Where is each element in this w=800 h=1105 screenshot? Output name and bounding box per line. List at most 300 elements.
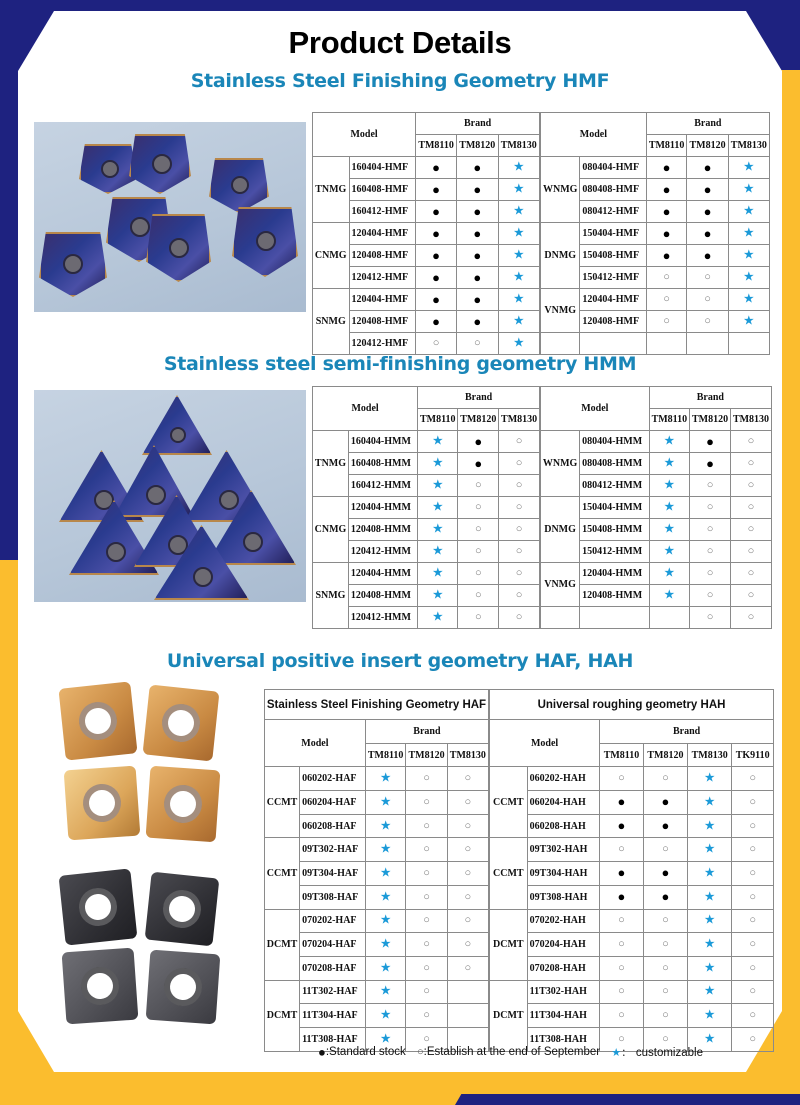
availability-cell [498, 245, 540, 267]
customizable-star-icon: ★ [704, 866, 715, 879]
hmf-table-right [540, 112, 770, 355]
availability-cell [406, 814, 447, 838]
customizable-star-icon: ★ [513, 161, 524, 173]
availability-cell [649, 585, 689, 607]
customizable-star-icon: ★ [704, 1032, 715, 1045]
availability-cell [732, 909, 774, 933]
establish-open-circle-icon: ○ [662, 985, 669, 998]
availability-cell [649, 497, 689, 519]
availability-cell [600, 838, 644, 862]
availability-cell [688, 909, 732, 933]
table-row [313, 289, 540, 311]
table-row [313, 497, 540, 519]
standard-stock-dot-icon: ● [617, 889, 626, 905]
blue-coated-trigon-inserts-photo [34, 122, 306, 312]
establish-open-circle-icon: ○ [423, 938, 430, 951]
availability-cell [406, 980, 447, 1004]
availability-cell [498, 311, 540, 333]
customizable-star-icon: ★ [664, 589, 675, 601]
model-code: 09T304-HAF [300, 862, 366, 886]
table-row [490, 814, 774, 838]
establish-open-circle-icon: ○ [706, 611, 714, 623]
customizable-star-icon: ★ [380, 985, 391, 998]
customizable-star-icon: ★ [664, 457, 675, 469]
insert-family: VNMG [541, 563, 580, 607]
establish-open-circle-icon: ○ [706, 523, 714, 535]
brand-col: TM8130 [688, 743, 732, 767]
model-code: 150412-HMF [580, 267, 646, 289]
model-code: 080408-HMM [580, 453, 650, 475]
availability-cell [458, 563, 499, 585]
brand-col: TM8110 [600, 743, 644, 767]
model-code: 080408-HMF [580, 179, 646, 201]
insert-family: TNMG [313, 157, 350, 223]
insert-family: DNMG [541, 223, 580, 289]
table-row [265, 980, 489, 1004]
customizable-star-icon: ★ [432, 545, 443, 557]
insert-family: CNMG [313, 497, 349, 563]
availability-cell [447, 1004, 488, 1028]
table-row [490, 933, 774, 957]
model-header: Model [490, 720, 600, 767]
customizable-star-icon: ★ [380, 961, 391, 974]
availability-cell [690, 519, 731, 541]
insert-family: TNMG [313, 431, 349, 497]
availability-cell [649, 475, 689, 497]
model-code: 120404-HMF [349, 223, 416, 245]
customizable-star-icon: ★ [380, 890, 391, 903]
availability-cell [688, 885, 732, 909]
standard-stock-dot-icon: ● [318, 1044, 326, 1060]
availability-cell [690, 563, 731, 585]
model-code: 120412-HMF [349, 333, 416, 355]
customizable-star-icon: ★ [380, 1009, 391, 1022]
establish-open-circle-icon: ○ [749, 843, 756, 856]
brand-col: TM8120 [690, 409, 731, 431]
availability-cell [687, 289, 728, 311]
availability-cell [457, 223, 498, 245]
availability-cell [457, 267, 498, 289]
table-row [490, 909, 774, 933]
brand-header: Brand [600, 720, 774, 744]
table-row [490, 885, 774, 909]
establish-open-circle-icon: ○ [618, 772, 625, 785]
availability-cell [688, 956, 732, 980]
availability-cell [600, 767, 644, 791]
standard-stock-dot-icon: ● [432, 203, 441, 219]
model-code [580, 333, 646, 355]
establish-open-circle-icon: ○ [474, 479, 482, 491]
availability-cell [365, 909, 406, 933]
availability-cell [643, 1004, 687, 1028]
establish-open-circle-icon: ○ [423, 961, 430, 974]
model-code: 080404-HMM [580, 431, 650, 453]
table-row [313, 223, 540, 245]
model-code: 150408-HMM [580, 519, 650, 541]
brand-header: Brand [365, 720, 488, 744]
availability-cell [649, 607, 689, 629]
availability-cell [447, 980, 488, 1004]
availability-cell [646, 333, 687, 355]
standard-stock-dot-icon: ● [706, 433, 714, 449]
availability-cell [646, 201, 687, 223]
establish-open-circle-icon: ○ [423, 914, 430, 927]
establish-open-circle-icon: ○ [618, 843, 625, 856]
table-row [541, 333, 770, 355]
customizable-star-icon: ★ [380, 914, 391, 927]
standard-stock-dot-icon: ● [617, 794, 626, 810]
establish-open-circle-icon: ○ [423, 843, 430, 856]
model-code: 160408-HMM [348, 453, 417, 475]
brand-col: TM8110 [416, 135, 457, 157]
availability-cell [447, 862, 488, 886]
availability-cell [649, 541, 689, 563]
establish-open-circle-icon: ○ [662, 938, 669, 951]
model-code: 120404-HMF [349, 289, 416, 311]
brand-col: TM8120 [687, 135, 728, 157]
availability-cell [732, 814, 774, 838]
insert-family: WNMG [541, 157, 580, 223]
availability-cell [690, 607, 731, 629]
availability-cell [690, 475, 731, 497]
brand-col: TM8130 [731, 409, 772, 431]
customizable-star-icon: ★ [704, 795, 715, 808]
standard-stock-dot-icon: ● [432, 313, 441, 329]
standard-stock-dot-icon: ● [473, 225, 482, 241]
availability-cell [690, 497, 731, 519]
establish-open-circle-icon: ○ [515, 545, 523, 557]
establish-open-circle-icon: ○ [749, 1032, 756, 1045]
availability-cell [457, 333, 498, 355]
availability-cell [687, 179, 728, 201]
availability-cell [365, 956, 406, 980]
availability-cell [458, 541, 499, 563]
establish-open-circle-icon: ○ [515, 457, 523, 469]
customizable-star-icon: ★ [664, 479, 675, 491]
availability-cell [406, 791, 447, 815]
availability-cell [690, 541, 731, 563]
availability-cell [416, 267, 457, 289]
availability-cell [365, 814, 406, 838]
availability-cell [457, 245, 498, 267]
availability-cell [649, 563, 689, 585]
availability-cell [499, 475, 540, 497]
establish-open-circle-icon: ○ [423, 985, 430, 998]
establish-open-circle-icon: ○ [515, 567, 523, 579]
legend-standard-stock: :Standard stock [325, 1046, 406, 1058]
insert-family [541, 333, 580, 355]
establish-open-circle-icon: ○ [474, 611, 482, 623]
table-row [490, 862, 774, 886]
establish-open-circle-icon: ○ [515, 611, 523, 623]
establish-open-circle-icon: ○ [662, 914, 669, 927]
customizable-star-icon: ★ [513, 205, 524, 217]
standard-stock-dot-icon: ● [703, 247, 712, 263]
standard-stock-dot-icon: ● [662, 225, 671, 241]
model-code: 11T304-HAH [527, 1004, 600, 1028]
availability-cell [447, 814, 488, 838]
availability-cell [600, 956, 644, 980]
customizable-star-icon: ★ [704, 961, 715, 974]
establish-open-circle-icon: ○ [749, 866, 756, 879]
customizable-star-icon: ★ [611, 1046, 622, 1059]
availability-cell [457, 157, 498, 179]
availability-cell [643, 956, 687, 980]
model-code: 080412-HMM [580, 475, 650, 497]
model-code: 070204-HAF [300, 933, 366, 957]
standard-stock-dot-icon: ● [617, 818, 626, 834]
availability-cell [687, 223, 728, 245]
establish-open-circle-icon: ○ [706, 479, 714, 491]
availability-cell [365, 1004, 406, 1028]
model-code: 120408-HMM [580, 585, 650, 607]
customizable-star-icon: ★ [664, 501, 675, 513]
model-code: 120404-HMM [348, 497, 417, 519]
standard-stock-dot-icon: ● [473, 247, 482, 263]
availability-cell [687, 201, 728, 223]
establish-open-circle-icon: ○ [749, 985, 756, 998]
availability-cell [458, 453, 499, 475]
model-header: Model [265, 720, 366, 767]
availability-cell [731, 563, 772, 585]
establish-open-circle-icon: ○ [663, 315, 670, 327]
standard-stock-dot-icon: ● [473, 159, 482, 175]
standard-stock-dot-icon: ● [662, 181, 671, 197]
availability-cell [447, 909, 488, 933]
establish-open-circle-icon: ○ [423, 866, 430, 879]
establish-open-circle-icon: ○ [662, 772, 669, 785]
legend-customizable: ： customizable [621, 1047, 703, 1059]
establish-open-circle-icon: ○ [749, 914, 756, 927]
hmm-table-left [312, 386, 540, 629]
establish-open-circle-icon: ○ [749, 1009, 756, 1022]
standard-stock-dot-icon: ● [661, 865, 670, 881]
availability-cell [365, 767, 406, 791]
model-code: 060202-HAH [527, 767, 600, 791]
standard-stock-dot-icon: ● [706, 455, 714, 471]
brand-col: TM8120 [458, 409, 499, 431]
customizable-star-icon: ★ [704, 772, 715, 785]
model-code: 120408-HMM [348, 519, 417, 541]
insert-family: VNMG [541, 289, 580, 333]
customizable-star-icon: ★ [704, 985, 715, 998]
availability-cell [731, 431, 772, 453]
customizable-star-icon: ★ [743, 205, 754, 217]
haf-table [264, 689, 489, 1052]
establish-open-circle-icon: ○ [474, 523, 482, 535]
customizable-star-icon: ★ [513, 249, 524, 261]
availability-cell [418, 453, 458, 475]
availability-cell [646, 267, 687, 289]
customizable-star-icon: ★ [432, 611, 443, 623]
availability-cell [643, 814, 687, 838]
availability-cell [643, 862, 687, 886]
brand-col: TM8120 [406, 743, 447, 767]
model-code: 060204-HAH [527, 791, 600, 815]
availability-cell [688, 838, 732, 862]
brand-col: TM8130 [498, 135, 540, 157]
availability-cell [447, 885, 488, 909]
customizable-star-icon: ★ [380, 866, 391, 879]
availability-cell [731, 585, 772, 607]
model-code: 150408-HMF [580, 245, 646, 267]
table-row [541, 497, 772, 519]
establish-open-circle-icon: ○ [423, 772, 430, 785]
availability-cell [731, 453, 772, 475]
availability-cell [732, 838, 774, 862]
establish-open-circle-icon: ○ [464, 938, 472, 951]
model-code: 09T308-HAF [300, 885, 366, 909]
availability-cell [643, 767, 687, 791]
availability-cell [406, 956, 447, 980]
availability-cell [646, 245, 687, 267]
customizable-star-icon: ★ [704, 938, 715, 951]
section-title-hmm: Stainless steel semi-finishing geometry HMM [163, 353, 637, 375]
customizable-star-icon: ★ [743, 293, 754, 305]
establish-open-circle-icon: ○ [515, 479, 523, 491]
availability-cell [499, 519, 540, 541]
availability-cell [416, 333, 457, 355]
standard-stock-dot-icon: ● [703, 225, 712, 241]
availability-cell [499, 497, 540, 519]
customizable-star-icon: ★ [432, 457, 443, 469]
model-code: 120404-HMM [580, 563, 650, 585]
availability-cell [447, 933, 488, 957]
establish-open-circle-icon: ○ [464, 819, 472, 832]
availability-cell [418, 607, 458, 629]
brand-header: Brand [418, 387, 540, 409]
availability-cell [498, 179, 540, 201]
insert-family: CCMT [265, 767, 300, 838]
availability-cell [416, 179, 457, 201]
hmf-table-left [312, 112, 540, 355]
availability-cell [649, 519, 689, 541]
availability-cell [418, 541, 458, 563]
table-caption: Stainless Steel Finishing Geometry HAF [265, 690, 489, 720]
establish-open-circle-icon: ○ [706, 567, 714, 579]
customizable-star-icon: ★ [664, 523, 675, 535]
model-code: 070208-HAF [300, 956, 366, 980]
customizable-star-icon: ★ [380, 843, 391, 856]
model-code: 160404-HMM [348, 431, 417, 453]
customizable-star-icon: ★ [513, 337, 524, 349]
brand-col: TM8110 [365, 743, 406, 767]
standard-stock-dot-icon: ● [432, 225, 441, 241]
model-code: 120408-HMF [580, 311, 646, 333]
insert-family [541, 607, 580, 629]
availability-cell [731, 607, 772, 629]
availability-cell [498, 223, 540, 245]
availability-cell [418, 431, 458, 453]
standard-stock-dot-icon: ● [703, 181, 712, 197]
customizable-star-icon: ★ [704, 914, 715, 927]
model-code: 11T302-HAF [300, 980, 366, 1004]
availability-cell [732, 1004, 774, 1028]
availability-cell [646, 223, 687, 245]
model-code: 09T304-HAH [527, 862, 600, 886]
establish-open-circle-icon: ○ [747, 501, 755, 513]
establish-open-circle-icon: ○ [473, 337, 481, 349]
availability-cell [688, 1004, 732, 1028]
establish-open-circle-icon: ○ [464, 961, 472, 974]
standard-stock-dot-icon: ● [473, 291, 482, 307]
brand-col: TM8110 [646, 135, 687, 157]
model-code: 150412-HMM [580, 541, 650, 563]
customizable-star-icon: ★ [743, 271, 754, 283]
table-row [541, 223, 770, 245]
table-row [490, 980, 774, 1004]
model-code: 120408-HMF [349, 311, 416, 333]
availability-cell [406, 862, 447, 886]
customizable-star-icon: ★ [513, 293, 524, 305]
standard-stock-dot-icon: ● [474, 455, 483, 471]
table-row [265, 909, 489, 933]
standard-stock-dot-icon: ● [662, 203, 671, 219]
availability-cell [731, 541, 772, 563]
availability-cell [728, 289, 769, 311]
standard-stock-dot-icon: ● [473, 313, 482, 329]
availability-cell [690, 453, 731, 475]
page-title: Product Details [288, 25, 512, 60]
establish-open-circle-icon: ○ [423, 1009, 430, 1022]
availability-cell [728, 311, 769, 333]
establish-open-circle-icon: ○ [474, 545, 482, 557]
establish-open-circle-icon: ○ [423, 890, 430, 903]
availability-cell [458, 475, 499, 497]
model-code: 120412-HMF [349, 267, 416, 289]
legend-establish: :Establish at the end of September [423, 1046, 601, 1058]
standard-stock-dot-icon: ● [473, 203, 482, 219]
availability-cell [499, 431, 540, 453]
customizable-star-icon: ★ [704, 890, 715, 903]
establish-open-circle-icon: ○ [474, 501, 482, 513]
customizable-star-icon: ★ [380, 938, 391, 951]
availability-cell [457, 311, 498, 333]
availability-cell [418, 519, 458, 541]
table-row [490, 838, 774, 862]
model-code: 120408-HMF [349, 245, 416, 267]
availability-cell [643, 909, 687, 933]
model-code: 160412-HMM [348, 475, 417, 497]
standard-stock-dot-icon: ● [473, 181, 482, 197]
insert-family: DCMT [490, 909, 528, 980]
availability-cell [732, 885, 774, 909]
availability-cell [728, 157, 769, 179]
standard-stock-dot-icon: ● [661, 889, 670, 905]
model-code: 070202-HAF [300, 909, 366, 933]
availability-cell [728, 201, 769, 223]
customizable-star-icon: ★ [380, 772, 391, 785]
availability-cell [498, 157, 540, 179]
brand-col: TM8120 [457, 135, 498, 157]
table-row [541, 607, 772, 629]
availability-cell [406, 1004, 447, 1028]
customizable-star-icon: ★ [743, 227, 754, 239]
standard-stock-dot-icon: ● [432, 269, 441, 285]
availability-cell [687, 333, 728, 355]
standard-stock-dot-icon: ● [432, 291, 441, 307]
availability-cell [688, 791, 732, 815]
model-code: 060208-HAH [527, 814, 600, 838]
availability-cell [600, 862, 644, 886]
brand-header: Brand [646, 113, 769, 135]
availability-cell [728, 179, 769, 201]
availability-cell [732, 980, 774, 1004]
establish-open-circle-icon: ○ [662, 1032, 669, 1045]
model-code: 11T308-HAF [300, 1027, 366, 1051]
establish-open-circle-icon: ○ [706, 501, 714, 513]
standard-stock-dot-icon: ● [432, 159, 441, 175]
